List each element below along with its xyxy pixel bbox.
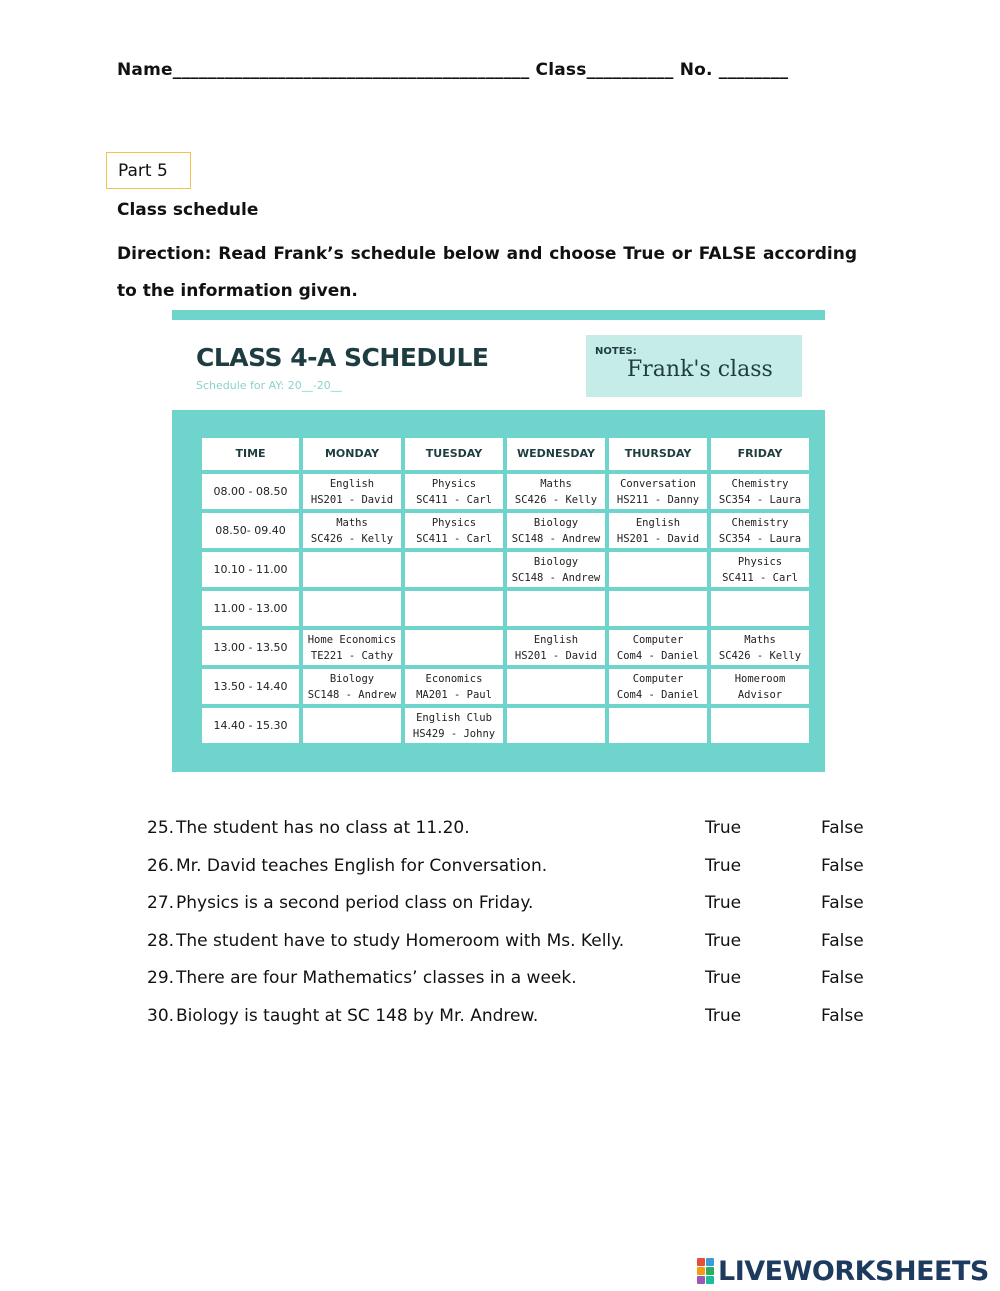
false-option[interactable]: False xyxy=(821,1005,864,1026)
part-label: Part 5 xyxy=(106,152,191,189)
schedule-cell xyxy=(405,708,503,743)
schedule-cell xyxy=(507,591,605,626)
question-number: 26. xyxy=(147,855,175,876)
schedule-cell xyxy=(303,513,401,548)
schedule-cell xyxy=(507,630,605,665)
subject-name: Maths xyxy=(744,633,776,646)
question-number: 27. xyxy=(147,893,175,914)
question-text: The student has no class at 11.20. xyxy=(176,818,470,838)
section-title: Class schedule xyxy=(117,200,259,220)
room-teacher: SC148 - Andrew xyxy=(511,571,601,584)
question-text: Physics is a second period class on Friday. xyxy=(176,893,534,914)
subject-name: English xyxy=(635,516,681,529)
room-teacher: HS201 - David xyxy=(310,493,394,506)
logo-text: LIVEWORKSHEETS xyxy=(718,1255,989,1287)
schedule-time-cell: 10.10 - 11.00 xyxy=(202,552,299,587)
schedule-cell xyxy=(507,552,605,587)
schedule-cell xyxy=(405,513,503,548)
schedule-cell xyxy=(711,630,809,665)
subject-name: Biology xyxy=(533,516,579,529)
schedule-time-cell: 08.50- 09.40 xyxy=(202,513,299,548)
subject-name: Homeroom xyxy=(734,672,786,685)
schedule-table xyxy=(198,434,813,747)
notes-value: Frank's class xyxy=(627,357,773,382)
subject-name: Chemistry xyxy=(731,516,789,529)
question-list xyxy=(147,818,877,1044)
schedule-time-cell: 08.00 - 08.50 xyxy=(202,474,299,509)
notes-label: NOTES: xyxy=(595,346,637,357)
room-teacher: Advisor xyxy=(737,688,783,701)
false-option[interactable]: False xyxy=(821,855,864,876)
room-teacher: SC411 - Carl xyxy=(722,571,798,584)
schedule-cell xyxy=(609,591,707,626)
student-info-line: Name_________________________________________ Class__________ No. ________ xyxy=(117,60,789,80)
room-teacher: SC426 - Kelly xyxy=(514,493,598,506)
schedule-row xyxy=(202,513,809,548)
notes-box xyxy=(586,335,802,397)
logo-mark-icon xyxy=(697,1258,714,1284)
subject-name: Maths xyxy=(540,477,572,490)
room-teacher: Com4 - Daniel xyxy=(616,688,700,701)
schedule-row xyxy=(202,474,809,509)
schedule-header-cell: MONDAY xyxy=(303,438,401,470)
room-teacher: Com4 - Daniel xyxy=(616,649,700,662)
subject-name: Computer xyxy=(632,672,684,685)
false-option[interactable]: False xyxy=(821,818,864,838)
question-item xyxy=(147,856,877,894)
subject-name: Biology xyxy=(533,555,579,568)
subject-name: Physics xyxy=(431,477,477,490)
question-number: 25. xyxy=(147,818,175,838)
schedule-cell xyxy=(303,669,401,704)
room-teacher: SC354 - Laura xyxy=(718,532,802,545)
question-item xyxy=(147,1006,877,1044)
schedule-header-cell: FRIDAY xyxy=(711,438,809,470)
schedule-cell xyxy=(303,591,401,626)
schedule-cell xyxy=(303,474,401,509)
true-option[interactable]: True xyxy=(705,930,742,951)
room-teacher: SC148 - Andrew xyxy=(511,532,601,545)
schedule-time-cell: 14.40 - 15.30 xyxy=(202,708,299,743)
schedule-cell xyxy=(405,669,503,704)
question-text: Mr. David teaches English for Conversation. xyxy=(176,855,548,876)
schedule-image xyxy=(172,310,825,772)
schedule-cell xyxy=(303,552,401,587)
schedule-cell xyxy=(507,669,605,704)
subject-name: Home Economics xyxy=(307,633,397,646)
schedule-subtitle: Schedule for AY: 20__-20__ xyxy=(196,379,342,392)
question-text: There are four Mathematics’ classes in a week. xyxy=(176,968,577,989)
schedule-cell xyxy=(405,630,503,665)
schedule-header-cell: WEDNESDAY xyxy=(507,438,605,470)
schedule-cell xyxy=(609,474,707,509)
schedule-cell xyxy=(609,708,707,743)
schedule-cell xyxy=(405,552,503,587)
question-number: 29. xyxy=(147,968,175,989)
room-teacher: SC426 - Kelly xyxy=(718,649,802,662)
subject-name: English xyxy=(533,633,579,646)
schedule-cell xyxy=(609,630,707,665)
schedule-row xyxy=(202,669,809,704)
false-option[interactable]: False xyxy=(821,930,864,951)
subject-name: Conversation xyxy=(620,477,696,490)
room-teacher: SC354 - Laura xyxy=(718,493,802,506)
schedule-header-cell: TIME xyxy=(202,438,299,470)
schedule-cell xyxy=(507,474,605,509)
subject-name: Physics xyxy=(737,555,783,568)
schedule-cell xyxy=(609,513,707,548)
subject-name: Computer xyxy=(632,633,684,646)
schedule-cell xyxy=(303,630,401,665)
schedule-cell xyxy=(711,669,809,704)
subject-name: Chemistry xyxy=(731,477,789,490)
question-text: Biology is taught at SC 148 by Mr. Andrew. xyxy=(176,1005,539,1026)
schedule-cell xyxy=(609,552,707,587)
schedule-header-cell: THURSDAY xyxy=(609,438,707,470)
schedule-cell xyxy=(609,669,707,704)
question-item xyxy=(147,931,877,969)
room-teacher: HS201 - David xyxy=(514,649,598,662)
question-item xyxy=(147,818,877,856)
true-option[interactable]: True xyxy=(705,855,742,876)
schedule-header-row xyxy=(202,438,809,470)
room-teacher: SC411 - Carl xyxy=(416,532,492,545)
schedule-cell xyxy=(303,708,401,743)
schedule-cell xyxy=(405,591,503,626)
subject-name: English xyxy=(329,477,375,490)
true-option[interactable]: True xyxy=(705,968,742,989)
question-item xyxy=(147,893,877,931)
false-option[interactable]: False xyxy=(821,968,864,989)
room-teacher: MA201 - Paul xyxy=(416,688,492,701)
schedule-row xyxy=(202,591,809,626)
room-teacher: TE221 - Cathy xyxy=(310,649,394,662)
question-number: 28. xyxy=(147,930,175,951)
schedule-cell xyxy=(711,552,809,587)
schedule-cell xyxy=(711,474,809,509)
room-teacher: HS429 - Johny xyxy=(412,727,496,740)
direction-text: Direction: Read Frank’s schedule below and choose True or FALSE according to the information given. xyxy=(117,244,857,301)
schedule-cell xyxy=(711,591,809,626)
schedule-row xyxy=(202,552,809,587)
room-teacher: SC426 - Kelly xyxy=(310,532,394,545)
schedule-cell xyxy=(711,513,809,548)
subject-name: Maths xyxy=(336,516,368,529)
schedule-time-cell: 11.00 - 13.00 xyxy=(202,591,299,626)
true-option[interactable]: True xyxy=(705,1005,742,1026)
schedule-cell xyxy=(507,513,605,548)
room-teacher: SC411 - Carl xyxy=(416,493,492,506)
schedule-header-cell: TUESDAY xyxy=(405,438,503,470)
subject-name: English Club xyxy=(416,711,492,724)
schedule-cell xyxy=(711,708,809,743)
schedule-row xyxy=(202,708,809,743)
subject-name: Economics xyxy=(425,672,483,685)
schedule-title: CLASS 4-A SCHEDULE xyxy=(196,343,489,372)
question-number: 30. xyxy=(147,1005,175,1026)
room-teacher: SC148 - Andrew xyxy=(307,688,397,701)
true-option[interactable]: True xyxy=(705,818,742,838)
question-item xyxy=(147,968,877,1006)
liveworksheets-logo[interactable] xyxy=(697,1256,989,1286)
schedule-top-bar xyxy=(172,310,825,320)
schedule-cell xyxy=(507,708,605,743)
schedule-time-cell: 13.50 - 14.40 xyxy=(202,669,299,704)
true-option[interactable]: True xyxy=(705,893,742,914)
schedule-cell xyxy=(405,474,503,509)
subject-name: Physics xyxy=(431,516,477,529)
room-teacher: HS211 - Danny xyxy=(616,493,700,506)
schedule-time-cell: 13.00 - 13.50 xyxy=(202,630,299,665)
false-option[interactable]: False xyxy=(821,893,864,914)
subject-name: Biology xyxy=(329,672,375,685)
question-text: The student have to study Homeroom with Ms. Kelly. xyxy=(176,930,625,951)
schedule-row xyxy=(202,630,809,665)
room-teacher: HS201 - David xyxy=(616,532,700,545)
